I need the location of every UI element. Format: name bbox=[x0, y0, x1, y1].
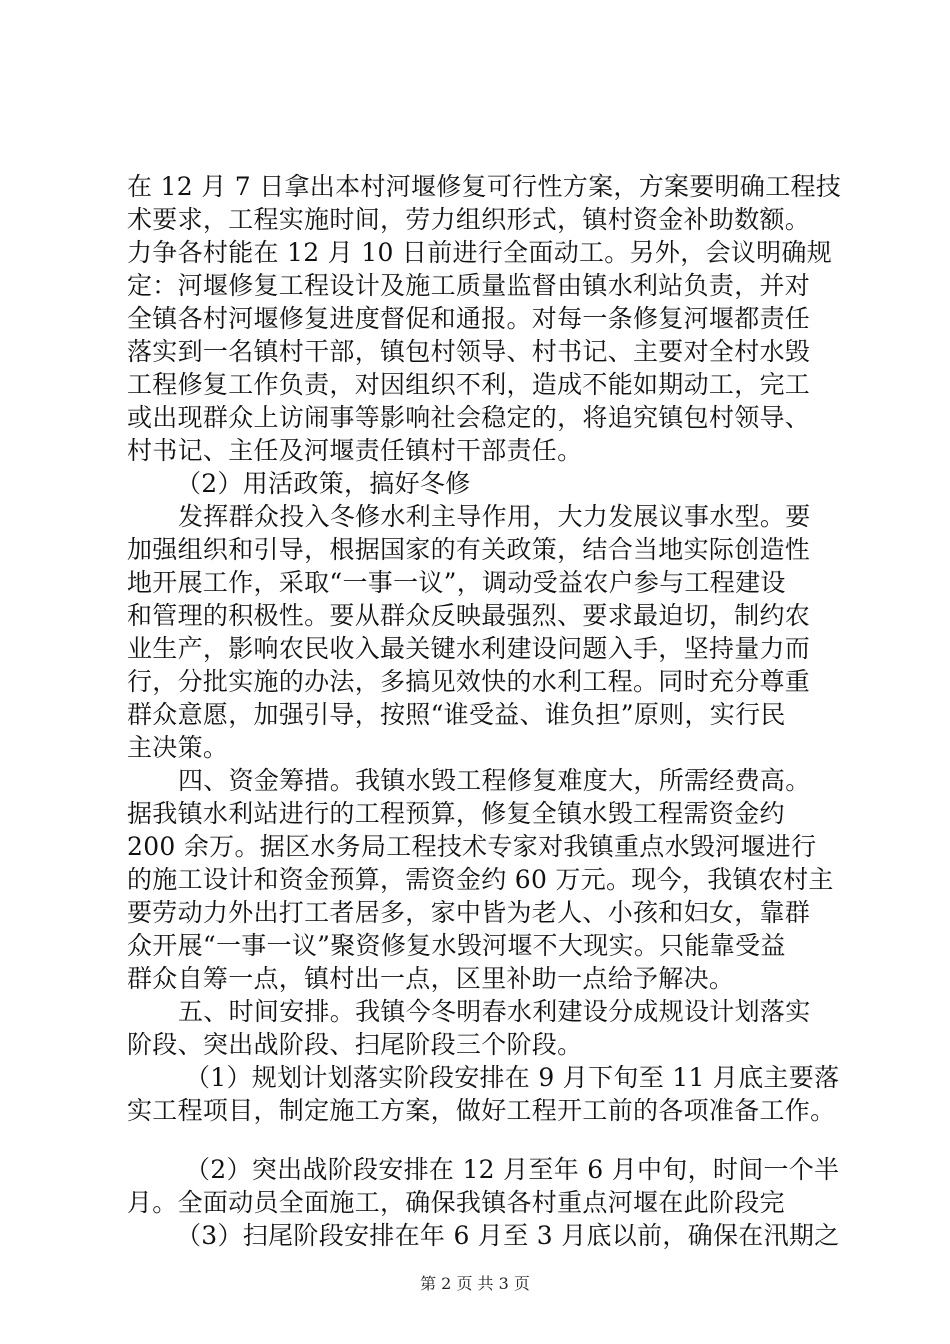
text-line: 据我镇水利站进行的工程预算，修复全镇水毁工程需资金约 bbox=[127, 799, 785, 828]
text-line: 要劳动力外出打工者居多，家中皆为老人、小孩和妇女，靠群 bbox=[127, 898, 811, 927]
paragraph-first-line: （2）突出战阶段安排在 12 月至年 6 月中旬，时间一个半 bbox=[185, 1155, 840, 1184]
text-line: 阶段、突出战阶段、扫尾阶段三个阶段。 bbox=[127, 1030, 583, 1059]
text-line: 地开展工作，采取“一事一议”，调动受益农户参与工程建设 bbox=[127, 568, 786, 597]
paragraph-first-line: 五、时间安排。我镇今冬明春水利建设分成规设计划落实 bbox=[178, 997, 811, 1026]
paragraph-first-line: （1）规划计划落实阶段安排在 9 月下旬至 11 月底主要落 bbox=[185, 1063, 840, 1092]
text-line: 定：河堰修复工程设计及施工质量监督由镇水利站负责，并对 bbox=[127, 271, 811, 300]
text-line: 行，分批实施的办法，多搞见效快的水利工程。同时充分尊重 bbox=[127, 667, 811, 696]
section-heading: （2）用活政策，搞好冬修 bbox=[176, 469, 471, 498]
page-footer: 第 2 页 共 3 页 bbox=[420, 1274, 530, 1293]
paragraph-first-line: 四、资金筹措。我镇水毁工程修复难度大，所需经费高。 bbox=[178, 766, 811, 795]
text-line: 月。全面动员全面施工，确保我镇各村重点河堰在此阶段完 bbox=[127, 1188, 785, 1217]
text-line: 在 12 月 7 日拿出本村河堰修复可行性方案，方案要明确工程技 bbox=[127, 172, 842, 201]
text-line: 落实到一名镇村干部，镇包村领导、村书记、主要对全村水毁 bbox=[127, 337, 811, 366]
text-line: 全镇各村河堰修复进度督促和通报。对每一条修复河堰都责任 bbox=[127, 304, 811, 333]
text-line: 众开展“一事一议”聚资修复水毁河堰不大现实。只能靠受益 bbox=[127, 931, 786, 960]
text-line: 工程修复工作负责，对因组织不利，造成不能如期动工，完工 bbox=[127, 370, 811, 399]
text-line: 加强组织和引导，根据国家的有关政策，结合当地实际创造性 bbox=[127, 535, 811, 564]
text-line: 实工程项目，制定施工方案，做好工程开工前的各项准备工作。 bbox=[127, 1096, 836, 1125]
text-line: 群众意愿，加强引导，按照“谁受益、谁负担”原则，实行民 bbox=[127, 700, 786, 729]
text-line: 力争各村能在 12 月 10 日前进行全面动工。另外，会议明确规 bbox=[127, 238, 833, 267]
paragraph-first-line: 发挥群众投入冬修水利主导作用，大力发展议事水型。要 bbox=[178, 502, 811, 531]
text-line: 业生产，影响农民收入最关键水利建设问题入手，坚持量力而 bbox=[127, 634, 811, 663]
text-line: 术要求，工程实施时间，劳力组织形式，镇村资金补助数额。 bbox=[127, 205, 811, 234]
text-line: 200 余万。据区水务局工程技术专家对我镇重点水毁河堰进行 bbox=[127, 832, 817, 861]
text-line: 群众自筹一点，镇村出一点，区里补助一点给予解决。 bbox=[127, 964, 735, 993]
text-line: 或出现群众上访闹事等影响社会稳定的，将追究镇包村领导、 bbox=[127, 403, 811, 432]
text-line: 的施工设计和资金预算，需资金约 60 万元。现今，我镇农村主 bbox=[127, 865, 834, 894]
text-line: 村书记、主任及河堰责任镇村干部责任。 bbox=[127, 436, 583, 465]
paragraph-first-line: （3）扫尾阶段安排在年 6 月至 3 月底以前，确保在汛期之 bbox=[176, 1221, 840, 1250]
text-line: 和管理的积极性。要从群众反映最强烈、要求最迫切，制约农 bbox=[127, 601, 811, 630]
text-line: 主决策。 bbox=[127, 733, 229, 762]
